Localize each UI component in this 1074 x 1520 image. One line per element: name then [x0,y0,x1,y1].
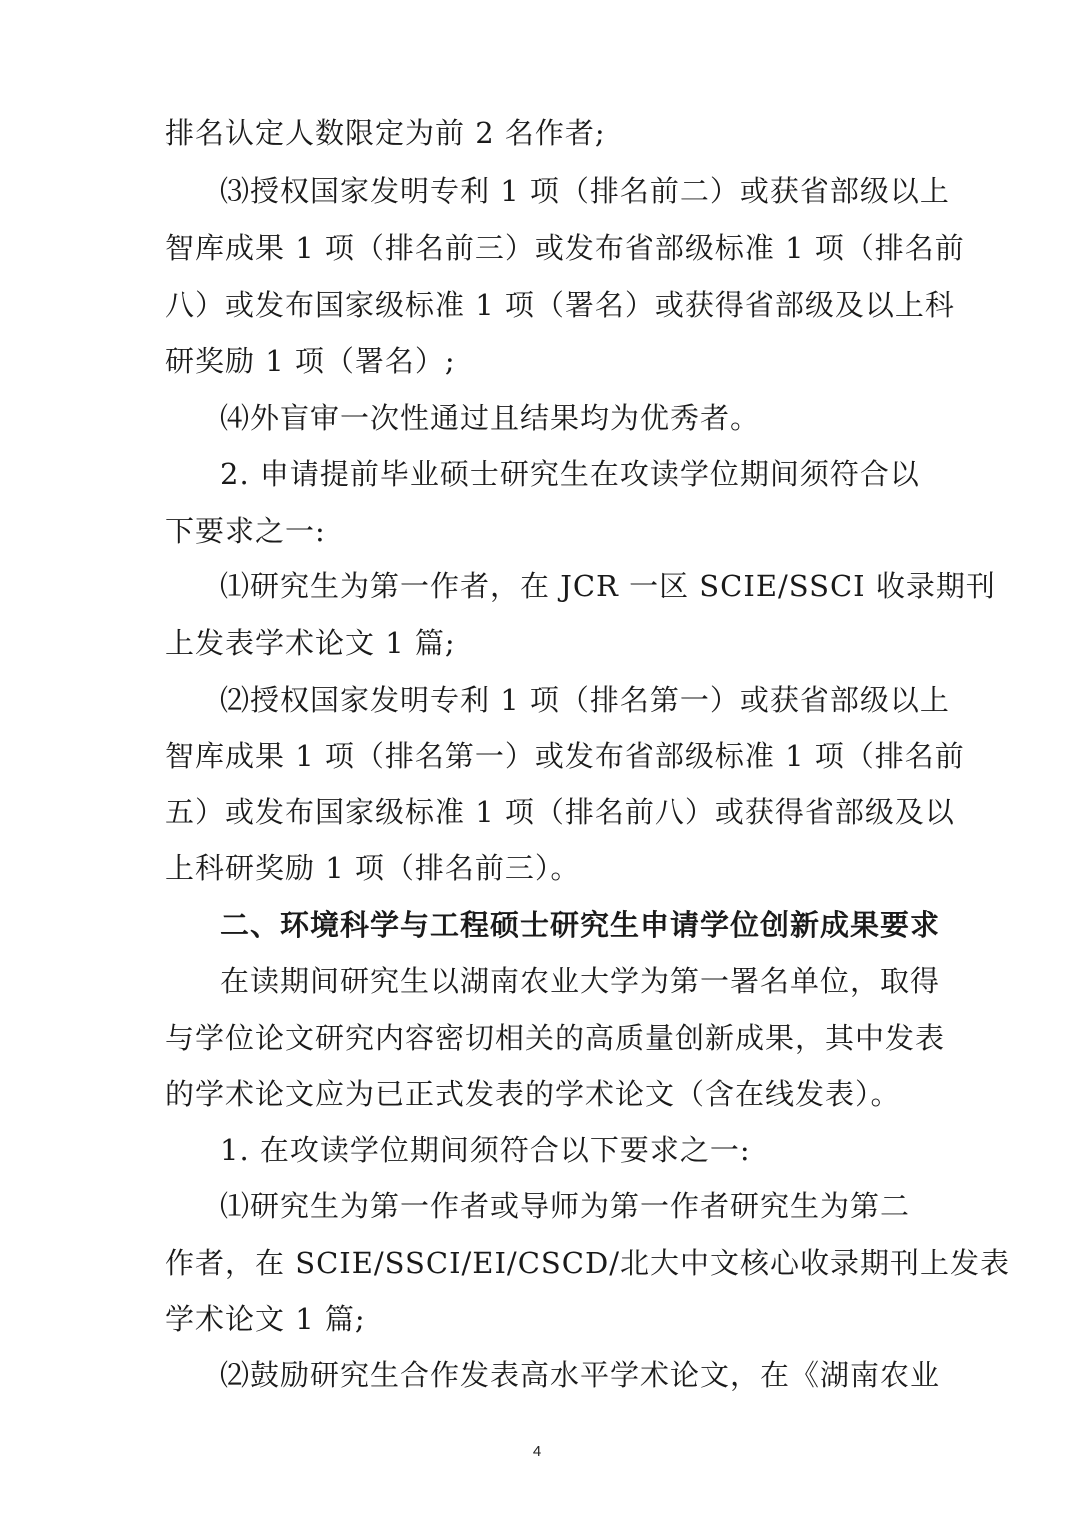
page-number: 4 [532,1443,542,1460]
text-line: 上科研奖励 1 项（排名前三）。 [165,851,581,885]
text-line: ⑵鼓励研究生合作发表高水平学术论文，在《湖南农业 [220,1358,941,1392]
text-line: 作者，在 SCIE/SSCI/EI/CSCD/北大中文核心收录期刊上发表 [165,1246,1010,1280]
text-line: 与学位论文研究内容密切相关的高质量创新成果，其中发表 [165,1021,946,1055]
text-line: ⑴研究生为第一作者，在 JCR 一区 SCIE/SSCI 收录期刊 [220,569,996,603]
text-line: 八）或发布国家级标准 1 项（署名）或获得省部级及以上科 [165,288,955,322]
text-line: ⑵授权国家发明专利 1 项（排名第一）或获省部级以上 [220,683,950,717]
text-line: ⑷外盲审一次性通过且结果均为优秀者。 [220,401,761,435]
text-line: 下要求之一: [165,514,326,548]
text-line: ⑴研究生为第一作者或导师为第一作者研究生为第二 [220,1189,911,1223]
text-line: 学术论文 1 篇; [165,1302,366,1336]
text-line: 2. 申请提前毕业硕士研究生在攻读学位期间须符合以 [220,457,920,491]
text-line: 排名认定人数限定为前 2 名作者; [165,116,606,150]
text-line: 上发表学术论文 1 篇; [165,626,456,660]
text-line: 智库成果 1 项（排名第一）或发布省部级标准 1 项（排名前 [165,739,965,773]
text-line: 的学术论文应为已正式发表的学术论文（含在线发表）。 [165,1077,901,1111]
text-line: 五）或发布国家级标准 1 项（排名前八）或获得省部级及以 [165,795,955,829]
text-line: 1. 在攻读学位期间须符合以下要求之一: [220,1133,751,1167]
text-line: 智库成果 1 项（排名前三）或发布省部级标准 1 项（排名前 [165,231,965,265]
section-heading: 二、环境科学与工程硕士研究生申请学位创新成果要求 [220,908,941,942]
text-line: ⑶授权国家发明专利 1 项（排名前二）或获省部级以上 [220,174,950,208]
text-line: 在读期间研究生以湖南农业大学为第一署名单位，取得 [220,964,941,998]
text-line: 研奖励 1 项（署名）; [165,344,456,378]
